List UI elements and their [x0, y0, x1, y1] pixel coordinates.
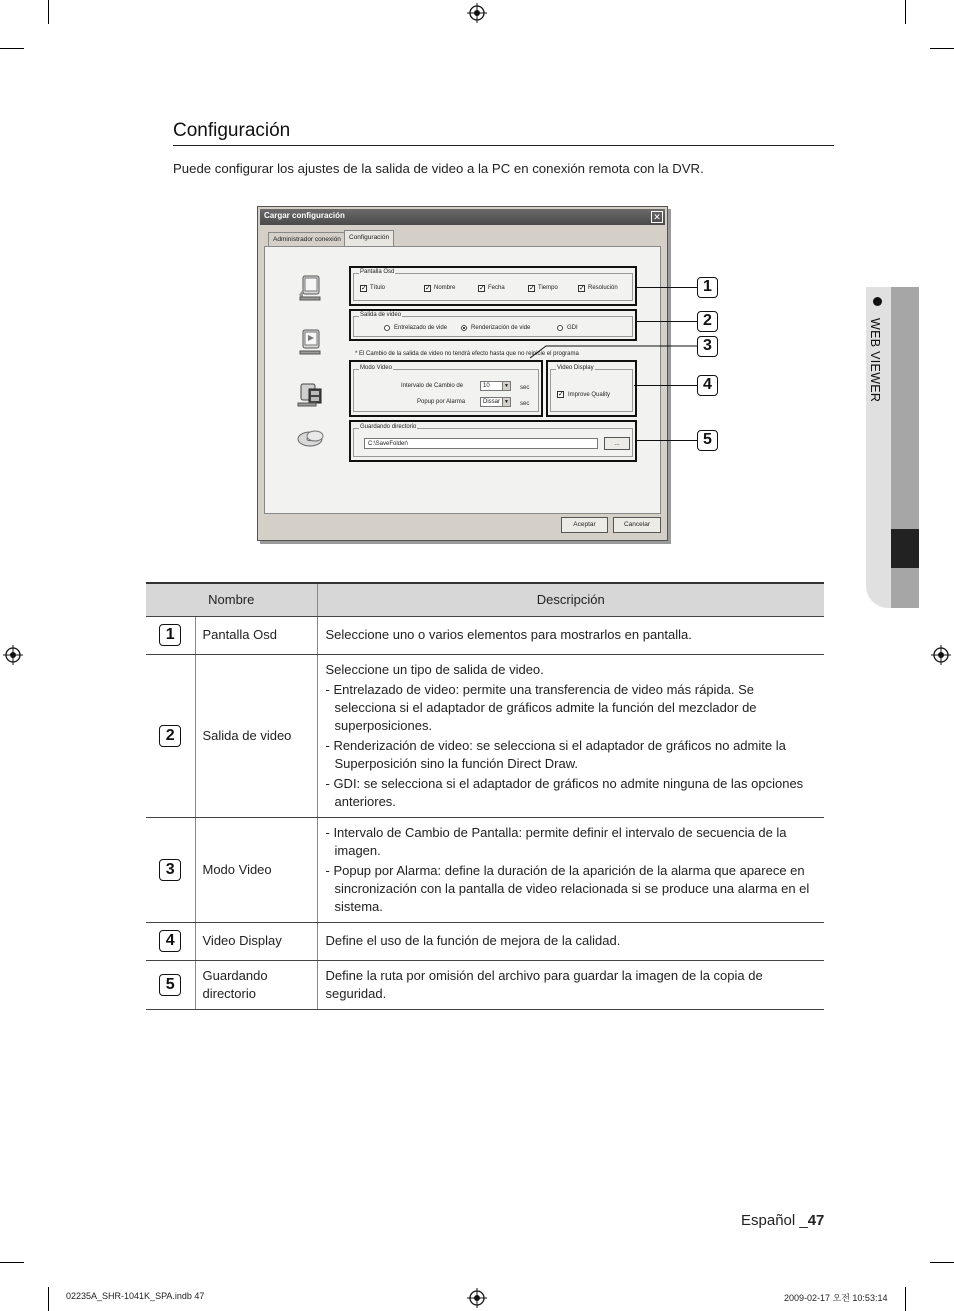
table-row: [146, 817, 824, 922]
table-row: [146, 922, 824, 960]
close-icon[interactable]: ✕: [651, 211, 663, 223]
video-mode-group: [353, 365, 539, 412]
callout-2: 2: [697, 311, 718, 332]
callout-5: 5: [697, 430, 718, 451]
date-checkbox-label: Fecha: [488, 285, 505, 291]
registration-mark-icon: [931, 645, 951, 665]
save-dir-group-label: Guardando directorio: [360, 424, 417, 430]
page-title: Configuración: [173, 120, 291, 141]
registration-mark-icon: [3, 645, 23, 665]
chevron-down-icon: ▼: [502, 398, 510, 406]
callout-line: [635, 287, 697, 288]
registration-mark-icon: [467, 1288, 487, 1308]
row-number-cell: [146, 817, 195, 922]
row-description: [317, 817, 824, 922]
callout-line: [635, 440, 697, 441]
cancel-button[interactable]: Cancelar: [613, 517, 661, 533]
name-checkbox[interactable]: ✓: [425, 285, 431, 292]
row-number-badge: 5: [159, 974, 181, 996]
title-divider: [173, 145, 834, 146]
table-row: [146, 616, 824, 654]
page-number-prefix: Español _: [741, 1212, 808, 1229]
gdi-radio-label: GDI: [567, 325, 578, 331]
side-tab-label: WEB VIEWER: [868, 318, 882, 403]
rendering-radio-label: Renderización de vide: [471, 325, 531, 331]
config-dialog: [257, 206, 668, 541]
crop-mark: [930, 48, 954, 49]
row-number-cell: [146, 922, 195, 960]
bullet-icon: [873, 297, 882, 306]
resolution-checkbox-label: Resolución: [588, 285, 618, 291]
interval-select[interactable]: [480, 381, 511, 391]
interval-label: Intervalo de Cambio de: [401, 383, 464, 389]
description-table: [146, 582, 824, 1010]
registration-mark-icon: [467, 3, 487, 23]
crop-mark: [0, 1262, 24, 1263]
osd-group: [353, 269, 633, 301]
video-display-group-label: Video Display: [557, 365, 594, 371]
save-path-field[interactable]: C:\SaveFolder\: [364, 438, 598, 449]
crop-mark: [0, 48, 24, 49]
configuration-panel: [264, 246, 661, 514]
row-description: [317, 654, 824, 817]
interlaced-radio-label: Entrelazado de vide: [394, 325, 448, 331]
row-number-cell: [146, 616, 195, 654]
page-number-value: 47: [807, 1212, 825, 1229]
footer-file-info: 02235A_SHR-1041K_SPA.indb 47: [66, 1291, 205, 1301]
row-name: Guardando directorio: [195, 960, 317, 1009]
callout-line-3: [530, 345, 700, 359]
table-row: [146, 654, 824, 817]
video-output-group-label: Salida de video: [360, 312, 402, 318]
table-header-row: [146, 583, 824, 616]
resolution-checkbox[interactable]: ✓: [579, 285, 585, 292]
gdi-radio[interactable]: [557, 325, 563, 331]
chevron-down-icon: ▼: [502, 382, 510, 390]
crop-mark: [48, 1287, 49, 1311]
disc-folder-icon: [295, 423, 325, 453]
row-number-badge: 3: [159, 859, 181, 881]
monitor-osd-icon: [295, 273, 325, 303]
popup-alarm-unit: sec: [520, 401, 530, 407]
callout-line: [634, 385, 697, 386]
crop-mark: [905, 1287, 906, 1311]
footer-timestamp: 2009-02-17 오전 10:53:14: [784, 1293, 888, 1303]
popup-alarm-select[interactable]: [480, 397, 511, 407]
description-line: - Popup por Alarma: define la duración de la aparición de la alarma que aparece en sincronización con la pantalla de video relacionada si se produce una alarma en el sistema.: [325, 862, 810, 914]
callout-line: [635, 321, 697, 322]
popup-alarm-label: Popup por Alarma: [417, 399, 466, 405]
row-number-cell: [146, 960, 195, 1009]
side-tab-marker: [891, 529, 919, 568]
crop-mark: [48, 0, 49, 24]
row-name: Pantalla Osd: [195, 616, 317, 654]
description-line: Seleccione un tipo de salida de video.: [325, 661, 544, 677]
video-output-group: [353, 312, 633, 337]
description-line: - Entrelazado de video: permite una transferencia de video más rápida. Se selecciona si el adaptador de gráficos admite la función del mezclador de superposiciones.: [325, 681, 757, 733]
row-number-badge: 4: [159, 930, 181, 952]
row-description: [317, 922, 824, 960]
name-checkbox-label: Nombre: [434, 285, 456, 291]
tab-connection-manager[interactable]: Administrador conexión: [268, 232, 346, 247]
interval-unit: sec: [520, 385, 530, 391]
callout-3: 3: [697, 336, 718, 357]
description-line: - Intervalo de Cambio de Pantalla: permite definir el intervalo de secuencia de la imagen.: [325, 824, 787, 858]
title-checkbox[interactable]: ✓: [361, 285, 367, 292]
crop-mark: [905, 0, 906, 24]
interlaced-radio[interactable]: [384, 325, 390, 331]
date-checkbox[interactable]: ✓: [479, 285, 485, 292]
row-name: Salida de video: [195, 654, 317, 817]
page-number: [741, 1212, 824, 1229]
title-checkbox-label: Título: [370, 285, 386, 291]
row-description: [317, 616, 824, 654]
description-line: Define el uso de la función de mejora de la calidad.: [325, 933, 621, 948]
osd-group-label: Pantalla Osd: [360, 269, 395, 275]
browse-button[interactable]: ...: [604, 437, 630, 450]
row-name: Modo Video: [195, 817, 317, 922]
callout-4: 4: [697, 375, 718, 396]
description-line: Seleccione uno o varios elementos para mostrarlos en pantalla.: [325, 627, 692, 642]
interval-value: 10: [483, 383, 490, 389]
crop-mark: [930, 1262, 954, 1263]
popup-alarm-value: Dissar: [483, 399, 501, 405]
video-display-group: [550, 365, 633, 412]
intro-text: Puede configurar los ajustes de la salida de video a la PC en conexión remota con la DVR.: [173, 161, 704, 176]
description-line: - Renderización de video: se selecciona si el adaptador de gráficos no admite la Superposición sino la función Direct Draw.: [325, 737, 786, 771]
dialog-titlebar: [260, 209, 665, 225]
row-description: [317, 960, 824, 1009]
tab-configuration[interactable]: Configuración: [344, 230, 394, 247]
accept-button[interactable]: Aceptar: [561, 517, 608, 533]
callout-1: 1: [697, 277, 718, 298]
rendering-radio[interactable]: [461, 325, 467, 331]
time-checkbox[interactable]: ✓: [529, 285, 535, 292]
row-number-cell: [146, 654, 195, 817]
improve-quality-label: Improve Quality: [568, 392, 611, 398]
row-number-badge: 1: [159, 624, 181, 646]
description-line: - GDI: se selecciona si el adaptador de gráficos no admite ninguna de las opciones anteriores.: [325, 775, 804, 809]
header-description: Descripción: [317, 583, 824, 616]
save-dir-group: [353, 424, 633, 457]
time-checkbox-label: Tiempo: [538, 285, 558, 291]
row-number-badge: 2: [159, 725, 181, 747]
description-line: Define la ruta por omisión del archivo para guardar la imagen de la copia de seguridad.: [325, 967, 763, 1001]
video-mode-icon: [295, 379, 325, 409]
header-name: Nombre: [146, 583, 317, 616]
table-row: [146, 960, 824, 1009]
video-mode-group-label: Modo Video: [360, 365, 392, 371]
video-output-note: * El Cambio de la salida de video no tendrá efecto hasta que no reinicie el programa: [355, 351, 579, 357]
dialog-title: Cargar configuración: [264, 211, 345, 220]
monitor-output-icon: [295, 327, 325, 357]
improve-quality-checkbox[interactable]: ✓: [558, 391, 564, 398]
row-name: Video Display: [195, 922, 317, 960]
